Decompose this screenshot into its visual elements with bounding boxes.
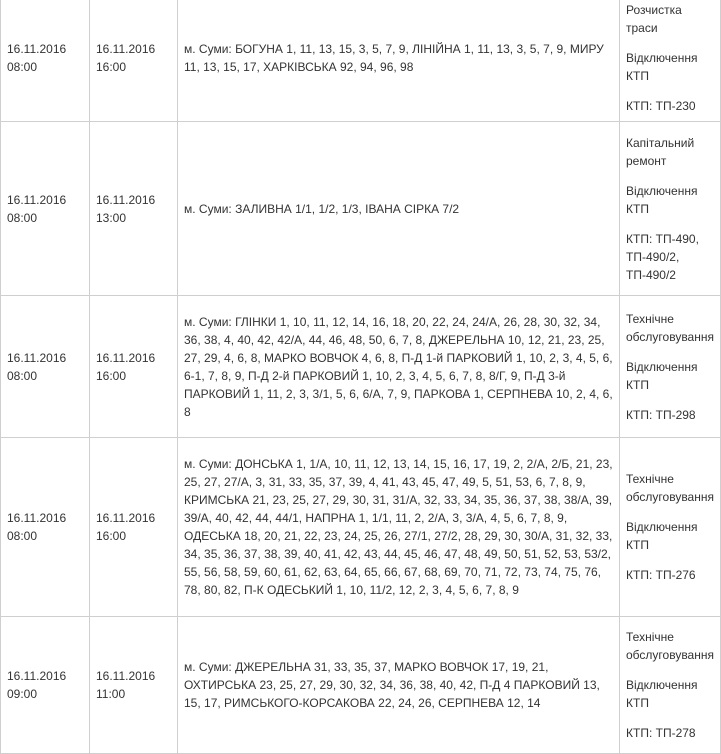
start-date: 16.11.2016	[7, 42, 67, 56]
substation-id: КТП: ТП-276	[626, 568, 696, 582]
work-info-cell	[620, 0, 721, 122]
disconnection-type: Відключення КТП	[626, 520, 698, 552]
start-time: 08:00	[7, 210, 38, 225]
substation-id: КТП: ТП-298	[626, 407, 696, 422]
substation-id: КТП: ТП-278	[626, 726, 696, 740]
table-row	[1, 296, 721, 438]
start-datetime-cell	[1, 122, 90, 296]
address-list-cell: м. Суми: ЗАЛИВНА 1/1, 1/2, 1/3, ІВАНА СІРКА 7/2	[178, 122, 620, 296]
start-time: 08:00	[7, 368, 38, 383]
end-time: 13:00	[96, 210, 127, 225]
disconnection-type: Відключення КТП	[626, 359, 698, 392]
start-time: 08:00	[7, 60, 38, 74]
end-datetime-cell	[90, 0, 178, 122]
start-date: 16.11.2016	[7, 669, 67, 683]
work-info-cell	[620, 438, 721, 617]
disconnection-type: Відключення КТП	[626, 678, 698, 710]
start-datetime-cell	[1, 296, 90, 438]
work-info-cell	[620, 296, 721, 438]
disconnection-type: Відключення КТП	[626, 51, 698, 83]
start-time: 09:00	[7, 687, 38, 701]
table-row	[1, 122, 721, 296]
end-date: 16.11.2016	[96, 350, 156, 365]
end-time: 11:00	[96, 687, 126, 701]
work-info-cell	[620, 617, 721, 754]
table-row	[1, 0, 721, 122]
start-date: 16.11.2016	[7, 511, 67, 525]
end-datetime-cell	[90, 122, 178, 296]
work-info-cell	[620, 122, 721, 296]
end-date: 16.11.2016	[96, 669, 156, 683]
end-datetime-cell	[90, 296, 178, 438]
table-row	[1, 617, 721, 754]
end-time: 16:00	[96, 529, 127, 543]
start-date: 16.11.2016	[7, 192, 67, 207]
end-date: 16.11.2016	[96, 42, 156, 56]
substation-id: КТП: ТП-490, ТП-490/2, ТП-490/2	[626, 231, 699, 282]
address-list-cell: м. Суми: ГЛІНКИ 1, 10, 11, 12, 14, 16, 18, 20, 22, 24, 24/А, 26, 28, 30, 32, 34, 36, 38, 4, 40, 42, 42/А, 44, 46, 48, 50, 6, 7, 8, ДЖЕРЕЛЬНА 10, 12, 21, 23, 25, 27, 29, 4, 6, 8, МАРКО ВОВЧОК 4, 6, 8, П-Д 1-й ПАРКОВИЙ 1, 10, 2, 3, 4, 5, 6, 6-1, 7, 8, 9, П-Д 2-й ПАРКОВИЙ 1, 10, 2, 3, 4, 5, 6, 7, 8, 8/Г, 9, П-Д 3-й ПАРКОВИЙ 1, 11, 2, 3, 3/1, 5, 6, 6/А, 7, 9, ПАРКОВА 1, СЕРПНЕВА 10, 2, 4, 6, 8	[178, 296, 620, 438]
end-date: 16.11.2016	[96, 511, 156, 525]
work-type: Технічне обслуговування	[626, 311, 714, 344]
end-time: 16:00	[96, 60, 127, 74]
disconnection-type: Відключення КТП	[626, 183, 698, 216]
substation-id: КТП: ТП-230	[626, 99, 696, 113]
start-datetime-cell	[1, 0, 90, 122]
address-list-cell: м. Суми: ДОНСЬКА 1, 1/А, 10, 11, 12, 13, 14, 15, 16, 17, 19, 2, 2/А, 2/Б, 21, 23, 25, 27, 27/А, 3, 31, 33, 35, 37, 39, 4, 41, 43, 45, 47, 49, 5, 51, 53, 6, 7, 8, 9, КРИМСЬКА 21, 23, 25, 27, 29, 30, 31, 31/А, 32, 33, 34, 35, 36, 37, 38, 38/А, 39, 39/А, 40, 42, 44, 44/1, НАПРНА 1, 1/1, 11, 2, 2/А, 3, 3/А, 4, 5, 6, 7, 8, 9, ОДЕСЬКА 18, 20, 21, 22, 23, 24, 25, 26, 27/1, 27/2, 28, 29, 30, 30/А, 31, 32, 33, 34, 35, 36, 37, 38, 39, 40, 41, 42, 43, 44, 45, 46, 47, 48, 49, 50, 51, 52, 53, 53/2, 55, 56, 58, 59, 60, 61, 62, 63, 64, 65, 66, 67, 68, 69, 70, 71, 72, 73, 74, 75, 76, 78, 80, 82, П-К ОДЕСЬКИЙ 1, 10, 11/2, 12, 2, 3, 4, 5, 6, 7, 8, 9	[178, 438, 620, 617]
address-list-cell: м. Суми: БОГУНА 1, 11, 13, 15, 3, 5, 7, 9, ЛІНІЙНА 1, 11, 13, 3, 5, 7, 9, МИРУ 11, 13, 15, 17, ХАРКІВСЬКА 92, 94, 96, 98	[178, 0, 620, 122]
work-type: Технічне обслуговування	[626, 472, 714, 504]
end-datetime-cell	[90, 617, 178, 754]
end-time: 16:00	[96, 368, 127, 383]
table-row	[1, 438, 721, 617]
end-date: 16.11.2016	[96, 192, 156, 207]
work-type: Капітальний ремонт	[626, 135, 695, 168]
start-datetime-cell	[1, 617, 90, 754]
address-list-cell: м. Суми: ДЖЕРЕЛЬНА 31, 33, 35, 37, МАРКО ВОВЧОК 17, 19, 21, ОХТИРСЬКА 23, 25, 27, 29, 30, 32, 34, 36, 38, 40, 42, П-Д 4 ПАРКОВИЙ 13, 15, 17, РИМСЬКОГО-КОРСАКОВА 22, 24, 26, СЕРПНЕВА 12, 14	[178, 617, 620, 754]
end-datetime-cell	[90, 438, 178, 617]
start-date: 16.11.2016	[7, 350, 67, 365]
work-type: Технічне обслуговування	[626, 630, 714, 662]
start-datetime-cell	[1, 438, 90, 617]
work-type: Розчистка траси	[626, 3, 682, 35]
start-time: 08:00	[7, 529, 38, 543]
